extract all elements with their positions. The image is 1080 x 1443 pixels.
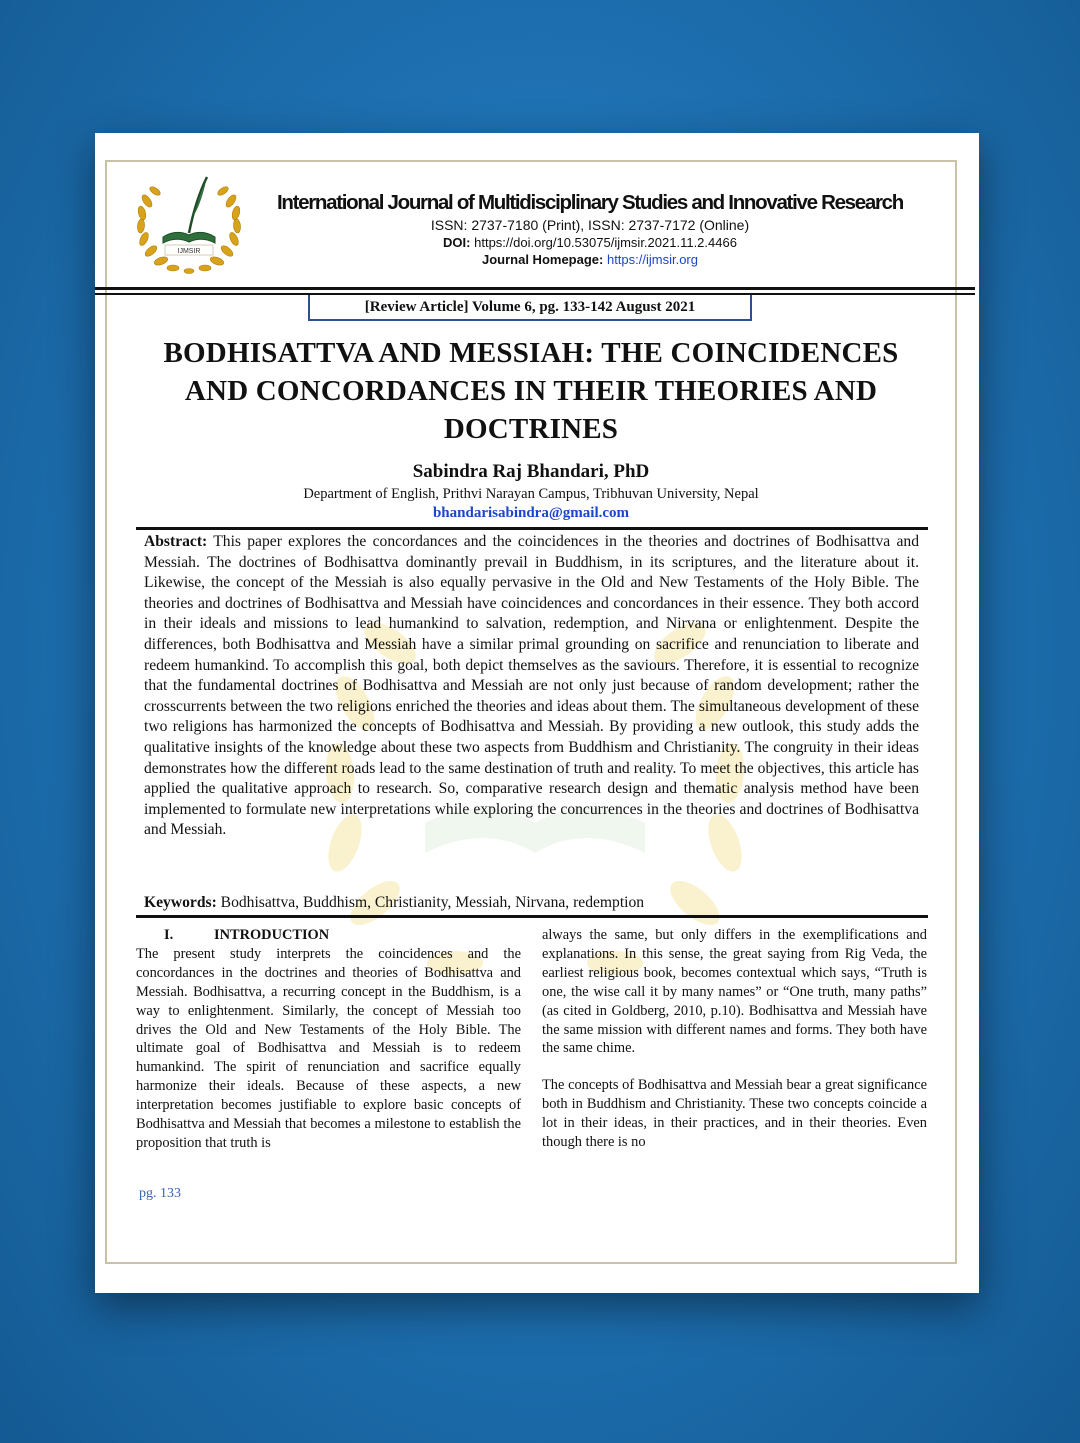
abstract-paragraph	[144, 532, 919, 841]
abstract-rule-bottom	[136, 915, 928, 918]
author-name: Sabindra Raj Bhandari, PhD	[412, 461, 650, 482]
title-line: AND CONCORDANCES IN THEIR THEORIES AND	[184, 375, 878, 407]
keywords-line	[144, 894, 919, 912]
body-paragraph: always the same, but only differs in the exemplifications and explanations. In this sense, the great saying from Rig Veda, the earliest religious book, becomes contextual which says, “Truth is one, the wise call it by many names” or “One truth, many paths” (as cited in Goldberg, 2010, p.10). Bodhisattva and Messiah have the same mission with different names and forms. They both have the same chime.	[542, 927, 927, 1057]
svg-text:IJMSIR: IJMSIR	[177, 248, 201, 255]
author-affiliation: Department of English, Prithvi Narayan Campus, Tribhuvan University, Nepal	[303, 486, 759, 502]
body-paragraph: The concepts of Bodhisattva and Messiah bear a great significance both in Buddhism and Christianity. These two concepts coincide a lot in their ideas, in their practices, and in their theories. Even though there is no	[542, 1077, 927, 1151]
journal-logo	[133, 173, 245, 277]
journal-title: International Journal of Multidisciplinary Studies and Innovative Research	[276, 191, 903, 214]
section-heading	[136, 926, 521, 945]
homepage-label: Journal Homepage:	[481, 252, 604, 267]
abstract-text: This paper explores the concordances and the coincidences in the theories and doctrines of Bodhisattva and Messiah. The doctrines of Bodhisattva dominantly prevail in Buddhism, in its scriptures, and the literature about it. Likewise, the concept of the Messiah is also equally pervasive in the Old and New Testaments of the Holy Bible. The theories and doctrines of Bodhisattva and Messiah have coincidences and concordances in their essence. They both accord in their ideals and missions to lead humankind to salvation, redemption, and Nirvana or enlightenment. Despite the differences, both Bodhisattva and Messiah have a similar primal grounding on sacrifice and renunciation to liberate and redeem humankind. To accomplish this goal, both depict themselves as the saviours. Therefore, it is essential to recognize that the fundamental doctrines of Bodhisattva and Messiah are not only just because of random development; rather the crosscurrents between the two religions enriched the theories and ideas about them. The simultaneous development of these two religions has harmonized the concepts of Bodhisattva and Messiah. By providing a new outlook, this study adds the qualitative insights of the knowledge about these two aspects from Buddhism and Christianity. The congruity in their ideas demonstrates how the different roads lead to the same destination of truth and reality. To meet the objectives, this article has applied the qualitative approach to research. So, comparative research design and thematic analysis method have been implemented to formulate new interpretations while exploring the concurrences in the theories and doctrines of Bodhisattva and Messiah.	[144, 533, 919, 839]
section-title: INTRODUCTION	[214, 927, 330, 943]
section-number: I.	[164, 927, 174, 943]
header-rule-thick	[95, 287, 975, 290]
doi-value[interactable]: https://doi.org/10.53075/ijmsir.2021.11.2.4466	[474, 235, 737, 250]
doi-label: DOI:	[443, 235, 471, 250]
body-paragraph: The present study interprets the coincidences and the concordances in the doctrines and theories of Bodhisattva and Messiah. Bodhisattva, a recurring concept in the Buddhism, is a way to enlightenment. Similarly, the concept of Messiah too drives the Old and New Testaments of the Holy Bible. The ultimate goal of Bodhisattva and Messiah is to redeem humankind. The spirit of renunciation and sacrifice equally harmonize their ideals. Because of these aspects, a new interpretation becomes justifiable to explore basic concepts of Bodhisattva and Messiah that becomes a milestone to establish the proposition that truth is	[136, 945, 521, 1151]
author-email[interactable]: bhandarisabindra@gmail.com	[432, 505, 630, 521]
article-title	[135, 334, 927, 448]
document-page	[95, 133, 979, 1293]
journal-header	[270, 191, 910, 267]
body-column-right	[542, 926, 927, 1152]
review-article-box: [Review Article] Volume 6, pg. 133-142 August 2021	[308, 295, 752, 321]
journal-homepage	[270, 252, 910, 267]
journal-doi	[270, 235, 910, 250]
keywords-text: Bodhisattva, Buddhism, Christianity, Messiah, Nirvana, redemption	[220, 894, 645, 911]
page-number: pg. 133	[139, 1186, 181, 1201]
journal-issn: ISSN: 2737-7180 (Print), ISSN: 2737-7172 (Online)	[430, 217, 750, 233]
body-column-left	[136, 926, 521, 1153]
title-line: DOCTRINES	[443, 413, 619, 445]
abstract-label: Abstract:	[144, 533, 208, 550]
title-line: BODHISATTVA AND MESSIAH: THE COINCIDENCES	[163, 337, 899, 369]
keywords-label: Keywords:	[144, 894, 217, 911]
homepage-link[interactable]: https://ijmsir.org	[606, 252, 698, 267]
